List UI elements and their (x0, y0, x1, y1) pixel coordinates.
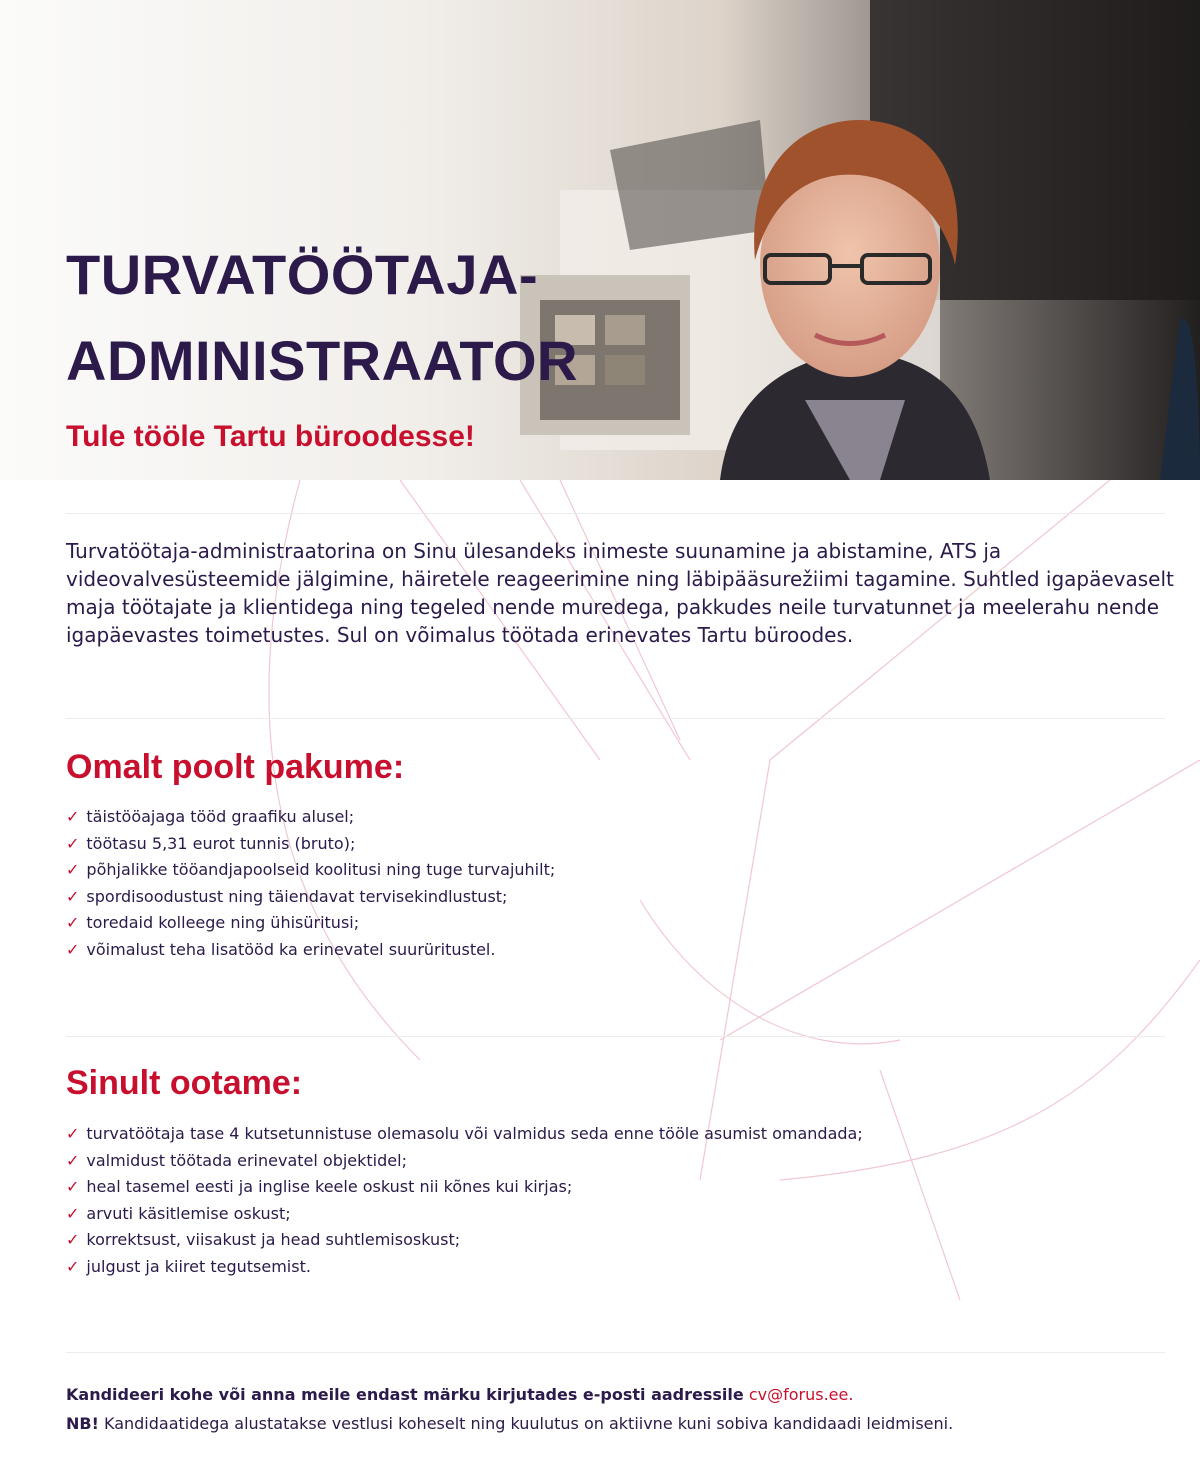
check-icon: ✓ (66, 1230, 80, 1249)
check-icon: ✓ (66, 860, 80, 879)
divider (66, 513, 1165, 514)
expect-heading: Sinult ootame: (66, 1064, 303, 1102)
page-subtitle: Tule tööle Tartu büroodesse! (66, 420, 475, 453)
check-icon: ✓ (66, 833, 80, 853)
list-item (66, 910, 555, 937)
offer-list (66, 804, 555, 963)
check-icon: ✓ (66, 1124, 80, 1143)
check-icon: ✓ (66, 913, 80, 932)
list-item (66, 1201, 863, 1228)
list-item-text: korrektsust, viisakust ja head suhtlemisoskust; (86, 1230, 461, 1249)
list-item-text: toredaid kolleege ning ühisüritusi; (86, 913, 360, 932)
check-icon: ✓ (66, 886, 80, 906)
intro-paragraph: Turvatöötaja-administraatorina on Sinu ülesandeks inimeste suunamine ja abistamine, ATS ja videovalvesüsteemide jälgimine, häiretele reageerimine ning läbipääsurežiimi tagamine. Suhtled igapäevaselt maja töötajate ja klientidega ning tegeled nende muredega, pakkudes neile turvatunnet ja meelerahu nende igapäevastes toimetustes. Sul on võimalus töötada erinevates Tartu büroodes. (66, 539, 1174, 647)
list-item (66, 831, 555, 858)
list-item (66, 1254, 863, 1281)
list-item-text: turvatöötaja tase 4 kutsetunnistuse olemasolu või valmidus seda enne tööle asumist omandada; (86, 1124, 863, 1143)
title-line-1: TURVATÖÖTAJA- (66, 243, 539, 306)
list-item-text: arvuti käsitlemise oskust; (86, 1203, 291, 1223)
list-item-text: töötasu 5,31 eurot tunnis (bruto); (86, 833, 356, 853)
email-link[interactable]: cv@forus.ee. (748, 1385, 854, 1404)
page-title (66, 232, 578, 404)
check-icon: ✓ (66, 1203, 80, 1223)
list-item-text: spordisoodustust ning täiendavat tervisekindlustust; (86, 886, 508, 906)
list-item (66, 1148, 863, 1175)
list-item (66, 937, 555, 964)
list-item (66, 1174, 863, 1201)
hero-banner (0, 0, 1200, 480)
footer (66, 1380, 1176, 1438)
offer-heading: Omalt poolt pakume: (66, 748, 405, 786)
divider (66, 1352, 1165, 1353)
list-item-text: heal tasemel eesti ja inglise keele oskust nii kõnes kui kirjas; (86, 1177, 573, 1196)
expect-list (66, 1121, 863, 1280)
check-icon: ✓ (66, 807, 80, 826)
title-line-2: ADMINISTRAATOR (66, 329, 579, 392)
list-item-text: julgust ja kiiret tegutsemist. (86, 1256, 311, 1276)
list-item (66, 857, 555, 884)
divider (66, 718, 1165, 719)
list-item-text: võimalust teha lisatööd ka erinevatel suurüritustel. (86, 939, 496, 959)
apply-text: Kandideeri kohe või anna meile endast märku kirjutades e-posti aadressile (66, 1385, 744, 1404)
list-item-text: valmidust töötada erinevatel objektidel; (86, 1150, 407, 1170)
check-icon: ✓ (66, 1256, 80, 1276)
list-item-text: põhjalikke tööandjapoolseid koolitusi ning tuge turvajuhilt; (86, 860, 556, 879)
list-item (66, 884, 555, 911)
nb-label: NB! (66, 1414, 99, 1433)
list-item (66, 1121, 863, 1148)
apply-line (66, 1380, 1176, 1409)
check-icon: ✓ (66, 1150, 80, 1170)
check-icon: ✓ (66, 1177, 80, 1196)
list-item (66, 1227, 863, 1254)
nb-text: Kandidaatidega alustatakse vestlusi koheselt ning kuulutus on aktiivne kuni sobiva kandidaadi leidmiseni. (103, 1414, 954, 1433)
divider (66, 1036, 1165, 1037)
check-icon: ✓ (66, 939, 80, 959)
nb-line (66, 1409, 1176, 1438)
list-item (66, 804, 555, 831)
list-item-text: täistööajaga tööd graafiku alusel; (86, 807, 355, 826)
